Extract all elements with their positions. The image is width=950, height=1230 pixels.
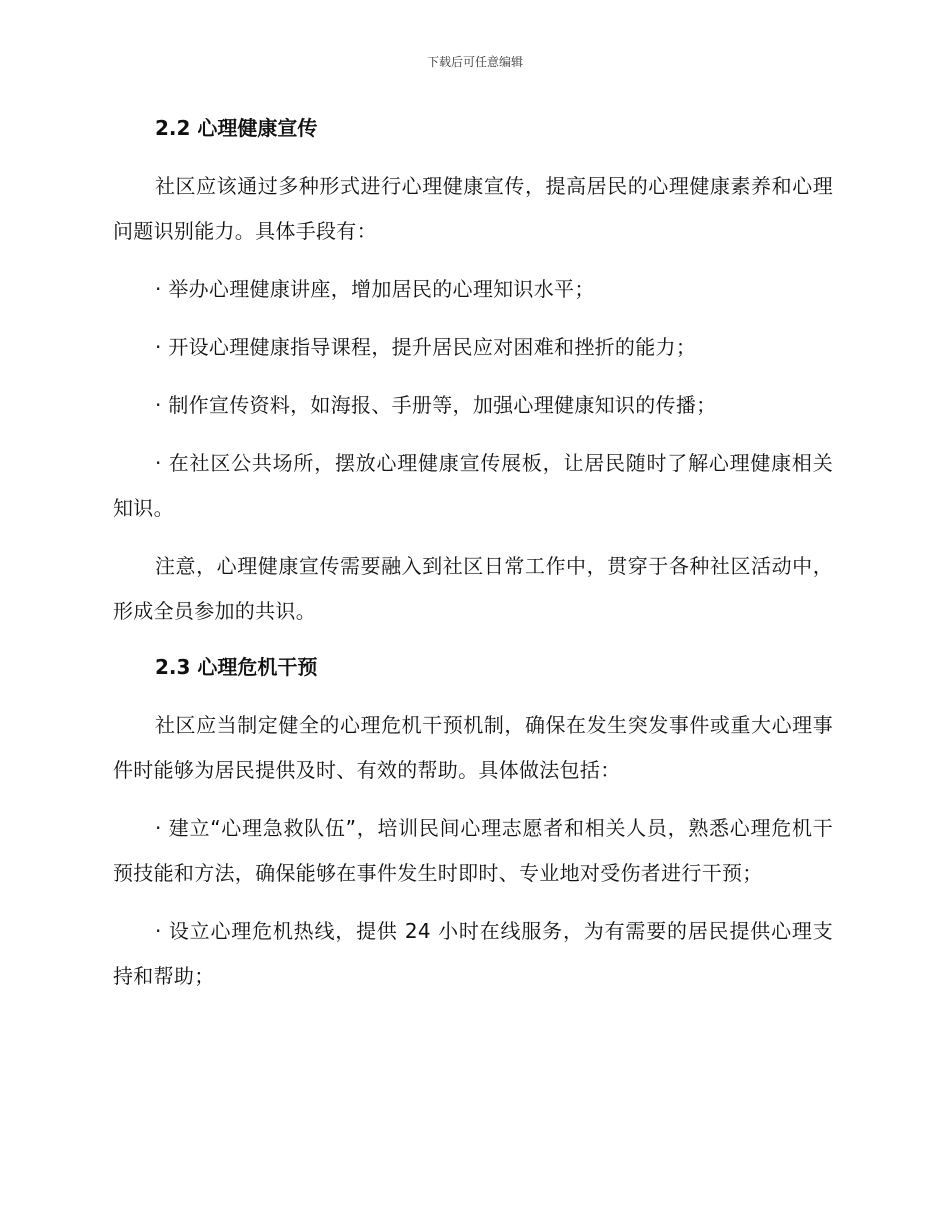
section-heading-2-3: 2.3 心理危机干预 bbox=[155, 655, 318, 679]
section-heading-2-2: 2.2 心理健康宣传 bbox=[155, 116, 318, 140]
bullet-item: · 在社区公共场所，摆放心理健康宣传展板，让居民随时了解心理健康相关知识。 bbox=[113, 451, 833, 520]
paragraph: 社区应该通过多种形式进行心理健康宣传，提高居民的心理健康素养和心理问题识别能力。具体手段有： bbox=[113, 174, 833, 243]
bullet-item: · 建立“心理急救队伍”，培训民间心理志愿者和相关人员，熟悉心理危机干预技能和方法，确保能够在事件发生时即时、专业地对受伤者进行干预； bbox=[113, 816, 833, 885]
bullet-item: · 举办心理健康讲座，增加居民的心理知识水平； bbox=[155, 277, 595, 301]
document-body bbox=[113, 108, 833, 1012]
paragraph: 注意，心理健康宣传需要融入到社区日常工作中，贯穿于各种社区活动中，形成全员参加的共识。 bbox=[113, 554, 833, 623]
paragraph: 社区应当制定健全的心理危机干预机制，确保在发生突发事件或重大心理事件时能够为居民提供及时、有效的帮助。具体做法包括： bbox=[113, 713, 833, 782]
bullet-item: · 开设心理健康指导课程，提升居民应对困难和挫折的能力； bbox=[155, 335, 697, 359]
page-header: 下载后可任意编辑 bbox=[426, 55, 523, 69]
bullet-item: · 设立心理危机热线，提供 24 小时在线服务，为有需要的居民提供心理支持和帮助； bbox=[113, 919, 833, 988]
bullet-item: · 制作宣传资料，如海报、手册等，加强心理健康知识的传播； bbox=[155, 393, 717, 417]
